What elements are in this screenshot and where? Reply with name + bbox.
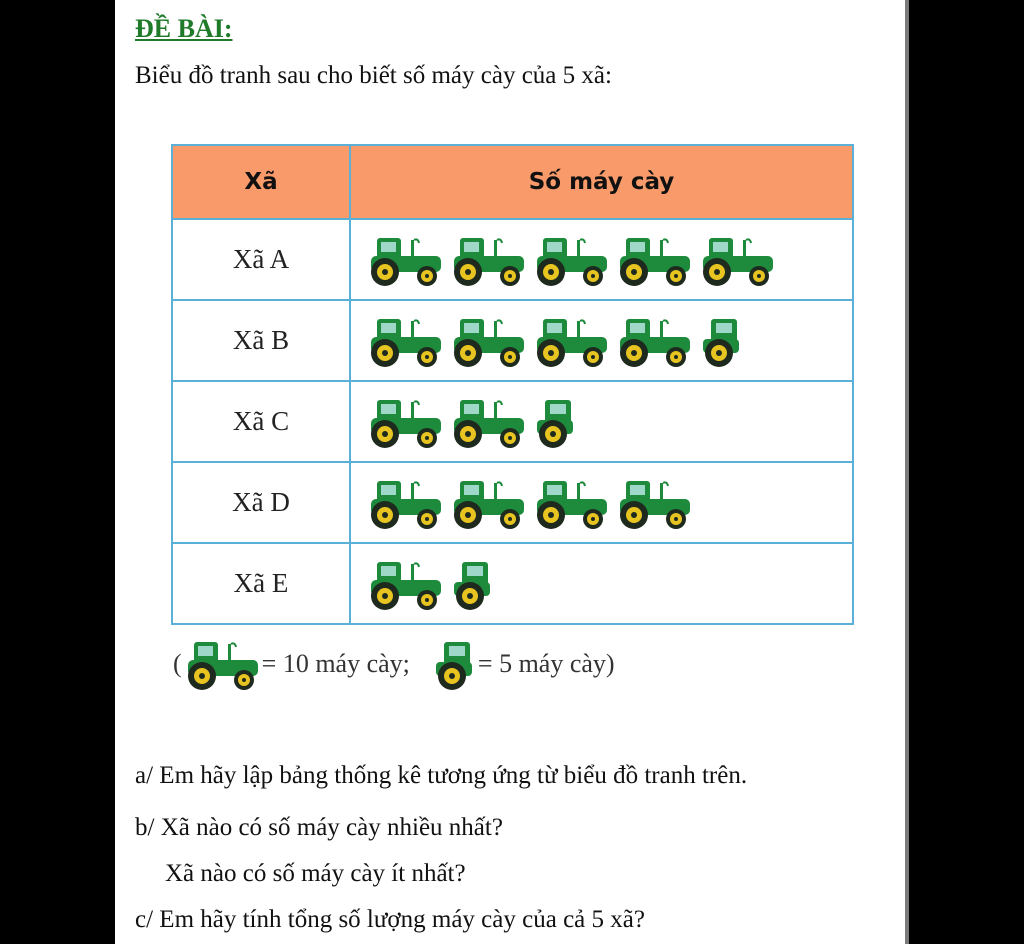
legend-half-text: = 5 máy cày): [477, 649, 615, 678]
table-row: [172, 381, 853, 462]
tractor-icon: [448, 394, 528, 450]
table-row: [172, 462, 853, 543]
tractor-icon: [365, 232, 445, 288]
tractor-icons-cell: [350, 543, 853, 624]
tractor-icon: [531, 232, 611, 288]
tractor-icon: [365, 475, 445, 531]
tractor-icon: [365, 313, 445, 369]
question-b1: b/ Xã nào có số máy cày nhiều nhất?: [135, 814, 503, 841]
tractor-icon: [531, 313, 611, 369]
tractor-icon: [365, 394, 445, 450]
tractor-icon: [448, 232, 528, 288]
village-name: Xã D: [172, 462, 350, 543]
question-b2: Xã nào có số máy cày ít nhất?: [165, 860, 466, 887]
village-name: Xã A: [172, 219, 350, 300]
half-tractor-icon: [531, 394, 579, 450]
header-tractor-count: Số máy cày: [350, 145, 853, 219]
village-name: Xã B: [172, 300, 350, 381]
pictograph-table: [171, 144, 854, 625]
half-tractor-icon: [448, 556, 496, 612]
tractor-icon: [365, 556, 445, 612]
tractor-icon: [448, 313, 528, 369]
tractor-icon-legend-full: [182, 636, 262, 692]
legend-open-paren: (: [173, 649, 182, 678]
tractor-icons-cell: [350, 219, 853, 300]
table-row: [172, 219, 853, 300]
worksheet-page: [115, 0, 905, 944]
half-tractor-icon-legend: [430, 636, 478, 692]
tractor-icon: [614, 232, 694, 288]
table-header-row: [172, 145, 853, 219]
question-c: c/ Em hãy tính tổng số lượng máy cày của cả 5 xã?: [135, 906, 645, 933]
tractor-icons-cell: [350, 462, 853, 543]
tractor-icon: [614, 475, 694, 531]
village-name: Xã C: [172, 381, 350, 462]
question-a: a/ Em hãy lập bảng thống kê tương ứng từ biểu đồ tranh trên.: [135, 762, 748, 789]
header-village: Xã: [172, 145, 350, 219]
village-name: Xã E: [172, 543, 350, 624]
tractor-icons-cell: [350, 300, 853, 381]
heading: ĐỀ BÀI:: [135, 14, 233, 43]
tractor-icons-cell: [350, 381, 853, 462]
table-row: [172, 543, 853, 624]
tractor-icon: [614, 313, 694, 369]
table-row: [172, 300, 853, 381]
legend: [173, 636, 615, 692]
tractor-icon: [697, 232, 777, 288]
tractor-icon: [448, 475, 528, 531]
legend-full-text: = 10 máy cày;: [261, 649, 410, 678]
half-tractor-icon: [697, 313, 745, 369]
intro-text: Biểu đồ tranh sau cho biết số máy cày của 5 xã:: [135, 62, 612, 89]
tractor-icon: [531, 475, 611, 531]
